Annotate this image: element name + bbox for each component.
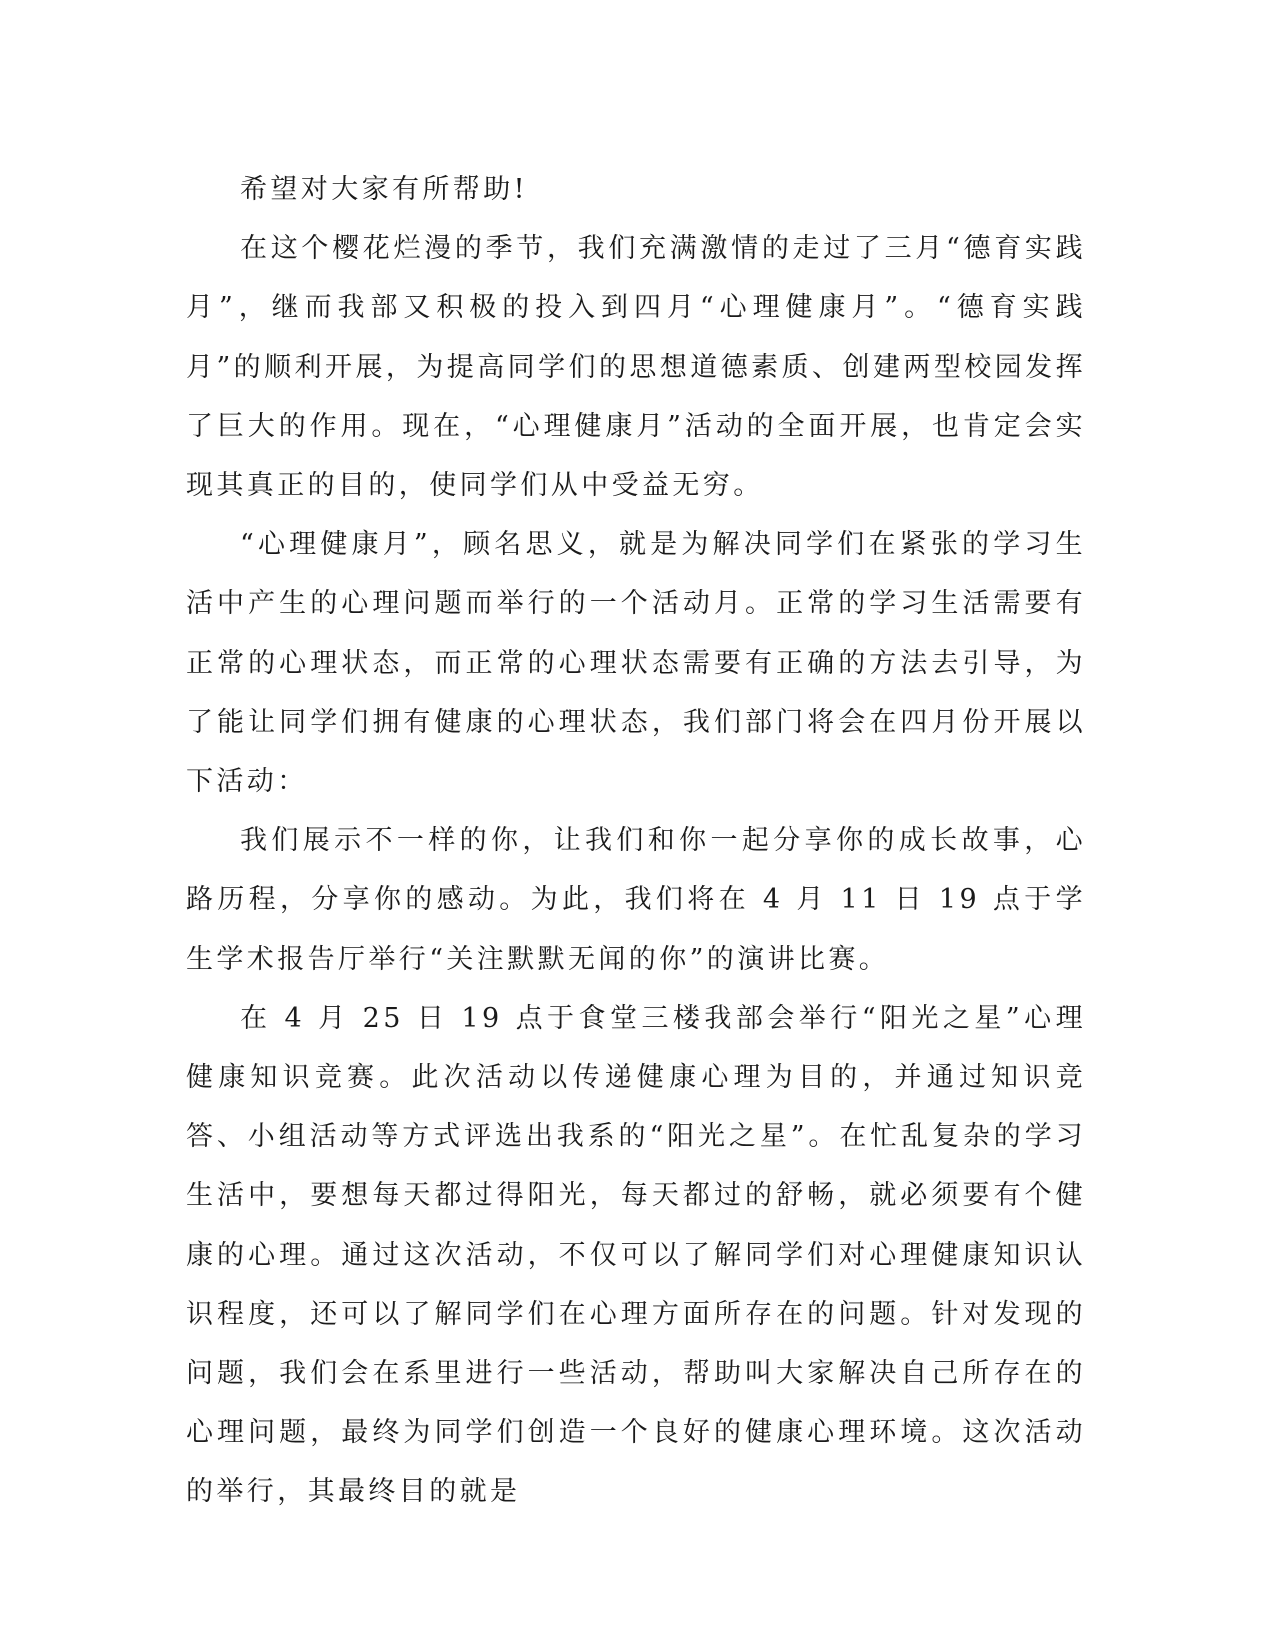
paragraph-knowledge-contest: 在 4 月 25 日 19 点于食堂三楼我部会举行“阳光之星”心理健康知识竞赛。此次活动以传递健康心理为目的，并通过知识竞答、小组活动等方式评选出我系的“阳光之星”。在忙乱复杂的学习生活中，要想每天都过得阳光，每天都过的舒畅，就必须要有个健康的心理。通过这次活动，不仅可以了解同学们对心理健康知识认识程度，还可以了解同学们在心理方面所存在的问题。针对发现的问题，我们会在系里进行一些活动，帮助叫大家解决自己所存在的心理问题，最终为同学们创造一个良好的健康心理环境。这次活动的举行，其最终目的就是: [186, 1002, 1086, 1508]
paragraph-closing-wish: 希望对大家有所帮助!: [240, 174, 528, 205]
paragraph-purpose: “心理健康月”，顾名思义，就是为解决同学们在紧张的学习生活中产生的心理问题而举行的一个活动月。正常的学习生活需要有正常的心理状态，而正常的心理状态需要有正确的方法去引导，为了能让同学们拥有健康的心理状态，我们部门将会在四月份开展以下活动：: [186, 529, 1086, 798]
paragraph-intro: 在这个樱花烂漫的季节，我们充满激情的走过了三月“德育实践月”，继而我部又积极的投入到四月“心理健康月”。“德育实践月”的顺利开展，为提高同学们的思想道德素质、创建两型校园发挥了巨大的作用。现在，“心理健康月”活动的全面开展，也肯定会实现其真正的目的，使同学们从中受益无穷。: [186, 233, 1086, 502]
document-body: [186, 160, 1086, 1522]
paragraph-speech-contest: 我们展示不一样的你，让我们和你一起分享你的成长故事，心路历程，分享你的感动。为此，我们将在 4 月 11 日 19 点于学生学术报告厅举行“关注默默无闻的你”的演讲比赛。: [186, 825, 1086, 975]
